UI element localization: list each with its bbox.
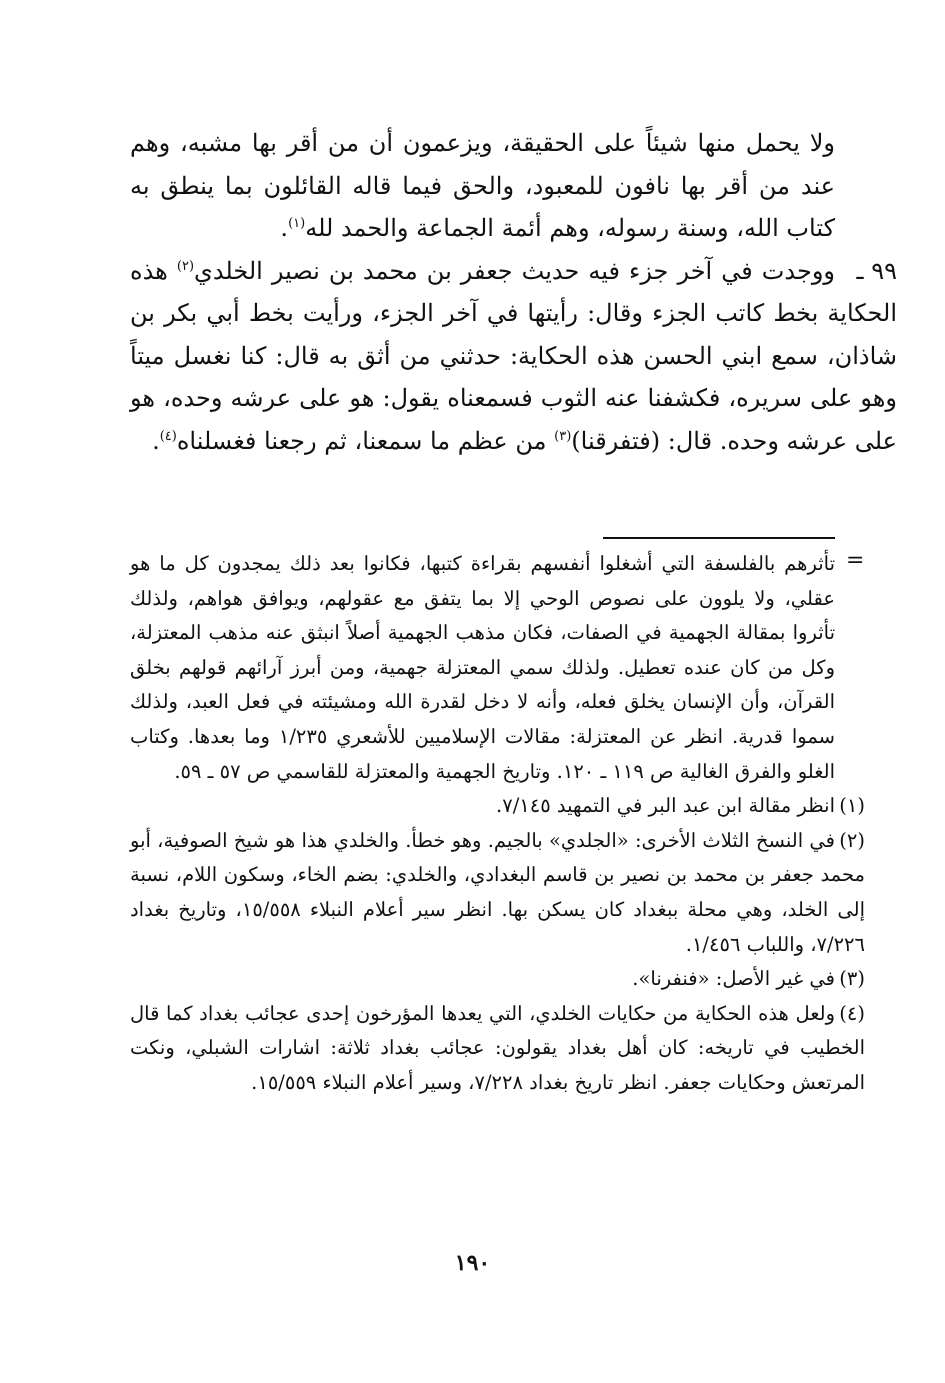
footnote-number: (٤): [839, 1001, 865, 1025]
page-number: ١٩٠: [454, 1250, 491, 1276]
footnote-1: [130, 789, 865, 824]
footnote-ref-3: (٣): [554, 428, 572, 444]
item-end: .: [152, 426, 160, 455]
footnote-text: في النسخ الثلاث الأخرى: «الجلدي» بالجيم. وهو خطأ. والخلدي هذا هو شيخ الصوفية، أبو محمد جعفر بن محمد بن نصير بن قاسم البغدادي، والخلدي: بضم الخاء، وسكون اللام، نسبة إلى الخلد، وهي محلة ببغداد كان يسكن بها. انظر سير أعلام النبلاء ١٥/٥٥٨، وتاريخ بغداد ٧/٢٢٦، واللباب ١/٤٥٦.: [130, 828, 865, 956]
footnote-divider: [603, 537, 835, 539]
paragraph-1-text: ولا يحمل منها شيئاً على الحقيقة، ويزعمون أن من أقر بها مشبه، وهم عند من أقر بها نافون للمعبود، والحق فيما قاله القائلون بما ينطق به كتاب الله، وسنة رسوله، وهم أئمة الجماعة والحمد لله: [130, 129, 835, 242]
footnote-ref-4: (٤): [159, 428, 177, 444]
footnote-continuation: تأثرهم بالفلسفة التي أشغلوا أنفسهم بقراءة كتبها، فكانوا بعد ذلك يمجدون كل ما هو عقلي، ولا يلوون على نصوص الوحي إلا بما يتفق مع عقولهم، ويوافق هواهم، ولذلك تأثروا بمقالة الجهمية في الصفات، فكان مذهب الجهمية أصلاً انبثق عنه مذهب المعتزلة، وكل من كان عنده تعطيل. ولذلك سمي المعتزلة جهمية، ومن أبرز آرائهم قولهم بخلق القرآن، وأن الإنسان يخلق فعله، وأنه لا دخل لقدرة الله ومشيئته في فعل العبد، ولذلك سموا قدرية. انظر عن المعتزلة: مقالات الإسلاميين للأشعري ١/٢٣٥ وما بعدها. وكتاب الغلو والفرق الغالية ص ١١٩ ـ ١٢٠. وتاريخ الجهمية والمعتزلة للقاسمي ص ٥٧ ـ ٥٩.: [130, 552, 835, 783]
footnote-text: انظر مقالة ابن عبد البر في التمهيد ٧/١٤٥.: [496, 794, 835, 818]
footnote-3: [130, 962, 865, 997]
item-text-a: ووجدت في آخر جزء فيه حديث جعفر بن محمد بن نصير الخلدي: [194, 256, 835, 285]
continuation-mark: =: [846, 548, 865, 573]
footnote-text: في غير الأصل: «فنفرنا».: [632, 967, 835, 991]
footnote-4: [130, 997, 865, 1101]
footnote-number: (٣): [839, 967, 865, 991]
item-text-b: هذه الحكاية بخط كاتب الجزء وقال: رأيتها في آخر الجزء، ورأيت بخط أبي بكر بن شاذان، سمع ابني الحسن هذه الحكاية: حدثني من أثق به قال: كنا نغسل ميتاً وهو على سريره، فكشفنا عنه الثوب فسمعناه يقول: هو على عرشه وحده، هو على عرشه وحده. قال: (فتفرقنا): [130, 256, 897, 455]
footnote-2: [130, 824, 865, 962]
footnote-number: (١): [839, 794, 865, 818]
item-text-c: من عظم ما سمعنا، ثم رجعنا فغسلناه: [176, 426, 555, 455]
footnotes: [130, 547, 865, 1101]
footnote-text: ولعل هذه الحكاية من حكايات الخلدي، التي يعدها المؤرخون إحدى عجائب بغداد كما قال الخطيب في تاريخه: كان أهل بغداد يقولون: عجائب بغداد ثلاثة: اشارات الشبلي، ونكت المرتعش وحكايات جعفر. انظر تاريخ بغداد ٧/٢٢٨، وسير أعلام النبلاء ١٥/٥٥٩.: [130, 1001, 865, 1094]
paragraph-1: [130, 122, 835, 250]
item-99: [130, 250, 897, 463]
main-text: [130, 122, 897, 462]
paragraph-1-end: .: [280, 214, 289, 242]
footnote-number: (٢): [839, 828, 865, 852]
footnote-ref-1: (١): [288, 216, 306, 231]
footnote-ref-2: (٢): [176, 258, 195, 274]
item-number: ٩٩ ـ: [856, 256, 897, 285]
